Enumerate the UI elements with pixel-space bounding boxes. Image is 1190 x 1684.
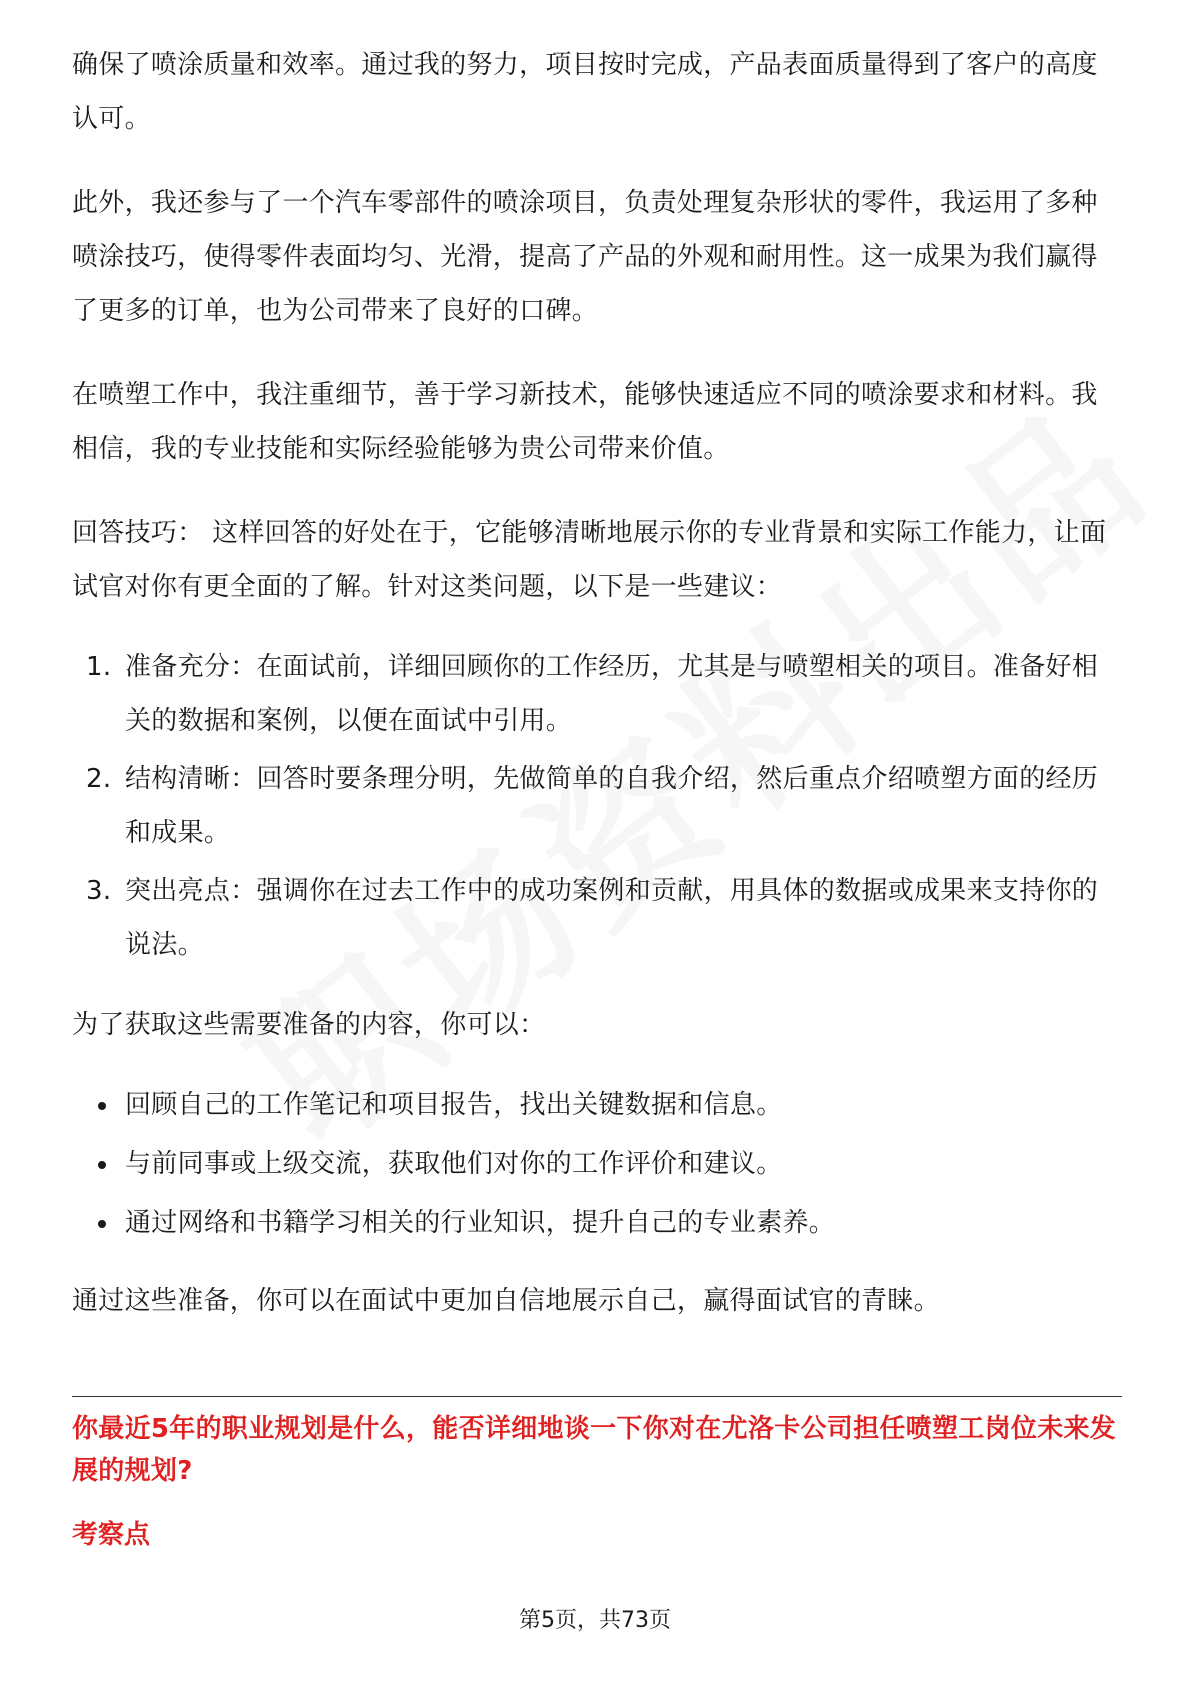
paragraph-closing: 通过这些准备，你可以在面试中更加自信地展示自己，赢得面试官的青睐。 [72, 1286, 940, 1316]
list-item-text: 与前同事或上级交流，获取他们对你的工作评价和建议。 [125, 1149, 783, 1179]
list-item [72, 1196, 1122, 1250]
list-item-text: 通过网络和书籍学习相关的行业知识，提升自己的专业素养。 [125, 1208, 836, 1238]
paragraph-project-result: 确保了喷涂质量和效率。通过我的努力，项目按时完成，产品表面质量得到了客户的高度认可。 [72, 50, 1098, 134]
list-number: 2. [86, 764, 112, 794]
next-question-heading: 你最近5年的职业规划是什么，能否详细地谈一下你对在尤洛卡公司担任喷塑工岗位未来发展的规划? [72, 1414, 1117, 1486]
list-item [72, 752, 1122, 860]
paragraph-prep-intro: 为了获取这些需要准备的内容，你可以： [72, 1010, 546, 1040]
list-item-text: 回顾自己的工作笔记和项目报告，找出关键数据和信息。 [125, 1090, 783, 1120]
bullet-dot-icon [98, 1220, 106, 1228]
list-item-text: 结构清晰：回答时要条理分明，先做简单的自我介绍，然后重点介绍喷塑方面的经历和成果。 [125, 764, 1099, 848]
list-number: 3. [86, 876, 112, 906]
list-item-text: 准备充分：在面试前，详细回顾你的工作经历，尤其是与喷塑相关的项目。准备好相关的数据和案例，以便在面试中引用。 [125, 652, 1099, 736]
list-item-text: 突出亮点：强调你在过去工作中的成功案例和贡献，用具体的数据或成果来支持你的说法。 [125, 876, 1099, 960]
tips-numbered-list [72, 640, 1122, 972]
document-body [72, 38, 1122, 1358]
list-item [72, 1078, 1122, 1132]
assessment-points-heading: 考察点 [72, 1520, 151, 1550]
paragraph-attention-detail: 在喷塑工作中，我注重细节，善于学习新技术，能够快速适应不同的喷涂要求和材料。我相信，我的专业技能和实际经验能够为贵公司带来价值。 [72, 380, 1098, 464]
page-number-footer: 第5页，共73页 [519, 1608, 671, 1633]
paragraph-auto-parts: 此外，我还参与了一个汽车零部件的喷涂项目，负责处理复杂形状的零件，我运用了多种喷涂技巧，使得零件表面均匀、光滑，提高了产品的外观和耐用性。这一成果为我们赢得了更多的订单，也为公司带来了良好的口碑。 [72, 188, 1098, 326]
list-item [72, 640, 1122, 748]
paragraph-answer-tips: 回答技巧： 这样回答的好处在于，它能够清晰地展示你的专业背景和实际工作能力，让面试官对你有更全面的了解。针对这类问题，以下是一些建议： [72, 518, 1107, 602]
list-item [72, 1137, 1122, 1191]
prep-bullet-list [72, 1078, 1122, 1250]
bullet-dot-icon [98, 1161, 106, 1169]
list-item [72, 864, 1122, 972]
list-number: 1. [86, 652, 112, 682]
bullet-dot-icon [98, 1102, 106, 1110]
section-divider [72, 1396, 1122, 1397]
